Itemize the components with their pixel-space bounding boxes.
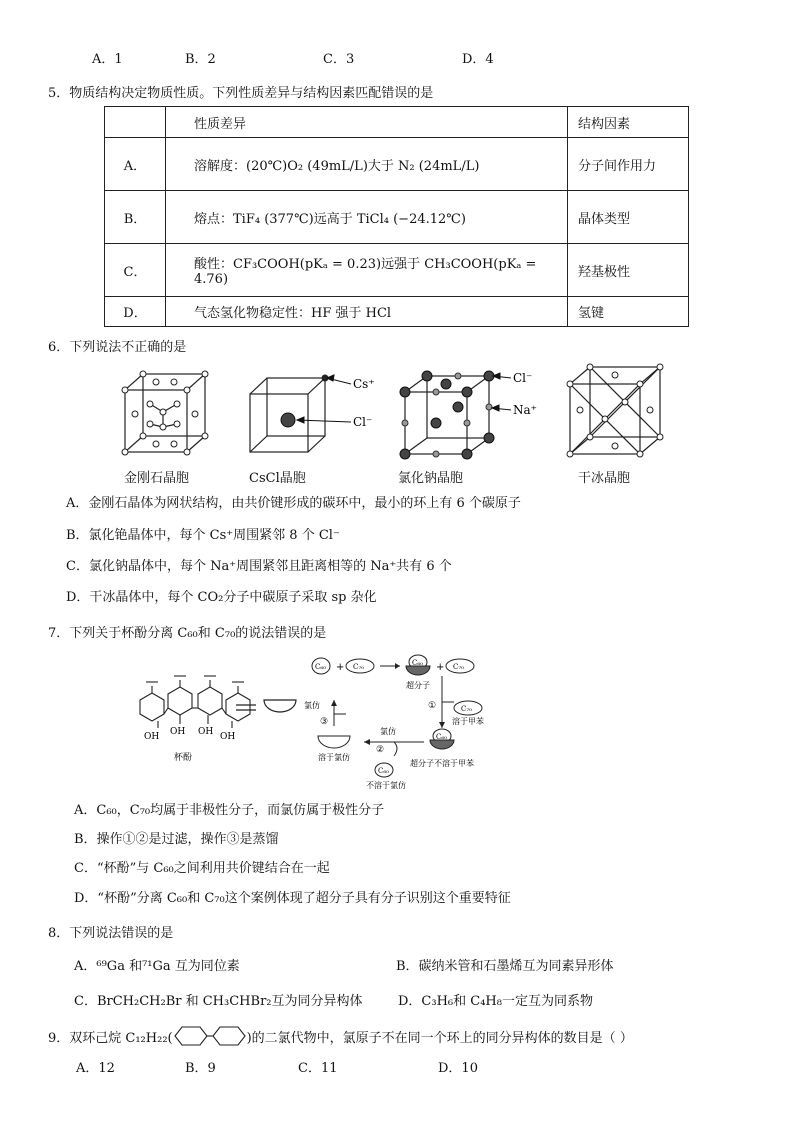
insoluble-toluene-label: 超分子不溶于甲苯 (410, 759, 474, 768)
row-property: 溶解度：(20℃)O₂ (49mL/L)大于 N₂ (24mL/L) (166, 138, 568, 191)
crystal-cells-figure (115, 362, 675, 462)
c60-label: C₆₀ (412, 659, 423, 667)
bowl-icon (264, 700, 296, 712)
q6-stem: 6．下列说法不正确的是 (48, 340, 187, 355)
q9-stem (48, 1025, 633, 1047)
oh-label: OH (198, 727, 214, 737)
table-header-cell: 性质差异 (166, 107, 568, 138)
q9-option-d: D．10 (438, 1061, 478, 1076)
q9-option-a: A．12 (76, 1061, 115, 1076)
q6-option-b: B．氯化铯晶体中，每个 Cs⁺周围紧邻 8 个 Cl⁻ (66, 528, 340, 543)
oh-label: OH (144, 732, 160, 742)
chloroform-label: 氯仿 (304, 701, 320, 710)
supramolecule-label: 超分子 (406, 681, 430, 690)
q4-option-b: B．2 (185, 52, 216, 67)
dissolve-toluene-label: 溶于甲苯 (452, 717, 484, 726)
na-label: Na⁺ (513, 403, 537, 417)
q4-option-a: A．1 (92, 52, 123, 67)
q6-option-c: C．氯化钠晶体中，每个 Na⁺周围紧邻且距离相等的 Na⁺共有 6 个 (66, 559, 452, 574)
cl2-label: Cl⁻ (513, 371, 533, 385)
bicyclohexyl-icon (173, 1025, 247, 1047)
q8-option-a: A．⁶⁹Ga 和⁷¹Ga 互为同位素 (74, 959, 240, 974)
q9-stem-start: 9．双环己烷 C₁₂H₂₂( (48, 1030, 173, 1046)
nacl-cell-caption: 氯化钠晶胞 (398, 471, 464, 486)
q4-option-d: D．4 (462, 52, 494, 67)
row-label: B． (105, 191, 166, 244)
row-factor: 晶体类型 (568, 191, 689, 244)
q9-stem-end: )的二氯代物中，氯原子不在同一个环上的同分异构体的数目是（ ） (246, 1030, 633, 1046)
q8-option-d: D．C₃H₆和 C₄H₈一定互为同系物 (398, 994, 593, 1009)
chloroform-label: 氯仿 (380, 727, 396, 736)
row-factor: 羟基极性 (568, 244, 689, 297)
q5-table (104, 106, 689, 327)
table-row (105, 138, 689, 191)
table-row (105, 244, 689, 297)
table-row (105, 297, 689, 327)
calixarene-separation-diagram (118, 652, 518, 790)
insoluble-chloroform-label: 不溶于氯仿 (366, 781, 406, 790)
row-label: A． (105, 138, 166, 191)
row-property: 气态氢化物稳定性：HF 强于 HCl (166, 297, 568, 327)
q7-option-b: B．操作①②是过滤，操作③是蒸馏 (74, 832, 279, 847)
table-header-cell: 结构因素 (568, 107, 689, 138)
plus-label: + (436, 662, 445, 673)
q7-stem: 7．下列关于杯酚分离 C₆₀和 C₇₀的说法错误的是 (48, 626, 327, 641)
c60-label: C₆₀ (315, 663, 326, 671)
q7-option-c: C．“杯酚”与 C₆₀之间利用共价键结合在一起 (74, 861, 330, 876)
row-factor: 分子间作用力 (568, 138, 689, 191)
q6-option-d: D．干冰晶体中，每个 CO₂分子中碳原子采取 sp 杂化 (66, 590, 377, 605)
q6-option-a: A．金刚石晶体为网状结构，由共价键形成的碳环中，最小的环上有 6 个碳原子 (66, 496, 521, 511)
table-header-row (105, 107, 689, 138)
dry-ice-cell-icon (570, 367, 660, 454)
step2-label: ② (376, 745, 385, 755)
c70-label: C₇₀ (453, 663, 464, 671)
c60-label: C₆₀ (378, 767, 389, 775)
step3-label: ③ (320, 717, 329, 727)
dissolve-chloroform-label: 溶于氯仿 (318, 753, 350, 762)
diamond-cell-caption: 金刚石晶胞 (124, 471, 190, 486)
q7-option-a: A．C₆₀，C₇₀均属于非极性分子，而氯仿属于极性分子 (74, 803, 385, 818)
q5-stem: 5．物质结构决定物质性质。下列性质差异与结构因素匹配错误的是 (48, 86, 434, 101)
q8-option-b: B．碳纳米管和石墨烯互为同素异形体 (396, 959, 614, 974)
row-label: C． (105, 244, 166, 297)
c70-label: C₇₀ (461, 705, 472, 713)
c60-label: C₆₀ (436, 733, 447, 741)
row-label: D． (105, 297, 166, 327)
cscl-cell-caption: CsCl晶胞 (249, 471, 306, 486)
calixarene-structure-icon (140, 676, 250, 728)
q7-option-d: D．“杯酚”分离 C₆₀和 C₇₀这个案例体现了超分子具有分子识别这个重要特征 (74, 891, 511, 906)
calixarene-label: 杯酚 (174, 753, 193, 763)
row-factor: 氢键 (568, 297, 689, 327)
oh-label: OH (170, 727, 186, 737)
dry-ice-cell-caption: 干冰晶胞 (578, 471, 631, 486)
q9-option-c: C．11 (298, 1061, 338, 1076)
cl-label: Cl⁻ (353, 415, 373, 429)
row-property: 酸性：CF₃COOH(pKₐ = 0.23)远强于 CH₃COOH(pKₐ = 4.76) (166, 244, 568, 297)
plus-label: + (336, 662, 345, 673)
table-header-cell (105, 107, 166, 138)
cs-label: Cs⁺ (353, 377, 375, 391)
q4-option-c: C．3 (323, 52, 355, 67)
oh-label: OH (220, 732, 236, 742)
q8-option-c: C．BrCH₂CH₂Br 和 CH₃CHBr₂互为同分异构体 (74, 994, 363, 1009)
step1-label: ① (428, 701, 437, 711)
c70-label: C₇₀ (353, 663, 364, 671)
row-property: 熔点：TiF₄ (377℃)远高于 TiCl₄ (−24.12℃) (166, 191, 568, 244)
q8-stem: 8．下列说法错误的是 (48, 926, 174, 941)
table-row (105, 191, 689, 244)
q9-option-b: B．9 (185, 1061, 216, 1076)
